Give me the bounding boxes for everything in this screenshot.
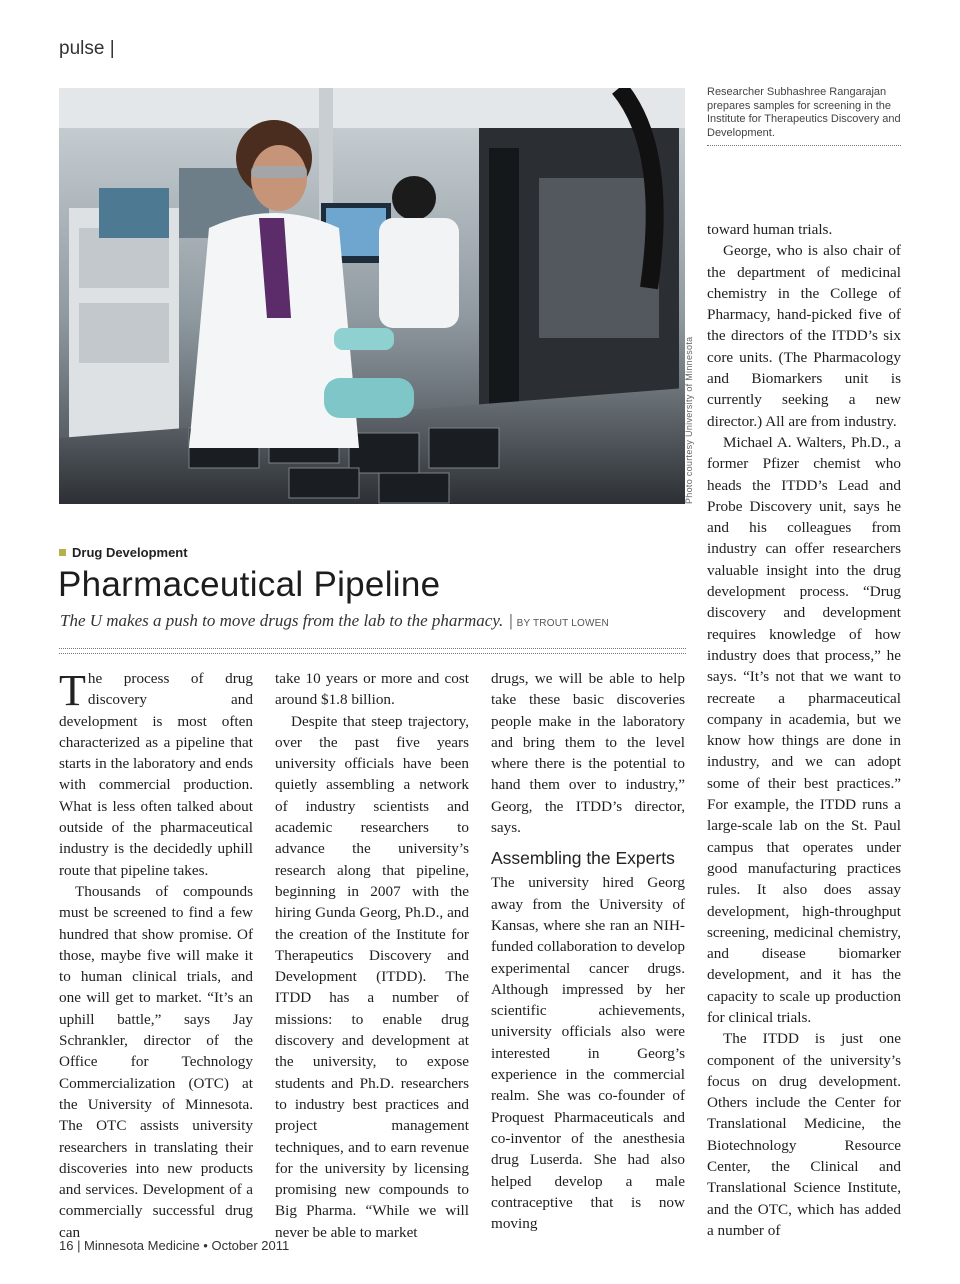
paragraph: take 10 years or more and cost around $1.8 billion. [275,670,469,709]
drop-cap: T [59,666,86,715]
photo-credit-text: Photo courtesy University of Minnesota [684,336,694,504]
subhead: Assembling the Experts [491,848,675,869]
byline: BY TROUT LOWEN [516,618,609,629]
column-4 [707,219,901,1241]
deck-separator: | [509,611,513,630]
paragraph: George, who is also chair of the department of medicinal chemistry in the College of Pharmacy, hand-picked five of the directors of the ITDD’s six core units. (The Pharmacology and Biomarkers unit is currently seeking a new director.) All are from industry. [707,242,901,430]
page-footer: 16 | Minnesota Medicine • October 2011 [59,1238,290,1253]
paragraph: Thousands of compounds must be screened to find a few hundred that show promise. Of those, maybe five will make it to human clinical trials, and one will get to market. “It’s an uphill battle,” says Jay Schrankler, director of the Office for Technology Commercialization (OTC) at the University of Minnesota. The OTC assists university researchers in translating their discoveries into new products and services. Development of a commercially successful drug can [59,882,253,1241]
section-label: pulse | [59,38,115,59]
lab-photo [59,88,685,504]
deck-text: The U makes a push to move drugs from the lab to the pharmacy. [60,611,504,630]
headline: Pharmaceutical Pipeline [58,565,441,604]
column-1 [59,668,253,1243]
kicker-text: Drug Development [72,545,188,560]
paragraph: Michael A. Walters, Ph.D., a former Pfizer chemist who heads the ITDD’s Lead and Probe Discovery unit, says he and his colleagues from industry can offer researchers valuable insight into the drug development process. “Drug discovery and development requires knowledge of how industry does that process,” he says. “It’s not that we want to recreate a pharmaceutical company in academia, but we know how things are done in industry, and we can adopt some of their best practices.” For example, the ITDD runs a large-scale lab on the St. Paul campus that operates under good manufacturing practices rules. It also does assay development, high-throughput screening, medicinal chemistry, and disease biomarker development, and it has the capacity to scale up production for clinical trials. [707,433,901,1026]
deck [60,611,609,631]
paragraph-text: he process of drug discovery and development is most often characterized as a pipeline that starts in the laboratory and ends with commercial production. What is less often talked about outside of the pharmaceutical industry is the decidedly uphill route that pipeline takes. [59,670,253,879]
dotted-rule [59,648,686,654]
column-2 [275,668,469,1243]
paragraph: Despite that steep trajectory, over the past five years university officials have been quietly assembling a network of industry scientists and academic researchers to advance the university’s research along that pipeline, beginning in 2007 with the hiring Gunda Georg, Ph.D., and the creation of the Institute for Therapeutics Discovery and Development (ITDD). The ITDD has a number of missions: to enable drug discovery and development at the university, to expose students and Ph.D. researchers to industry best practices and project management techniques, and to earn revenue for the university by licensing promising new compounds to Big Pharma. “While we will never be able to market [275,712,469,1241]
column-3 [491,668,685,1234]
paragraph: drugs, we will be able to help take these basic discoveries people make in the laboratory and bring them to the level where there is the potential to hand them over to industry,” Georg, the ITDD’s director, says. [491,670,685,837]
paragraph: The ITDD is just one component of the university’s focus on drug development. Others include the Center for Translational Medicine, the Biotechnology Resource Center, the Clinical and Translational Science Institute, and the OTC, which has added a number of [707,1030,901,1239]
kicker [59,545,188,560]
paragraph [59,668,253,881]
kicker-square-icon [59,549,66,556]
photo-caption: Researcher Subhashree Rangarajan prepares samples for screening in the Institute for Therapeutics Discovery and Development. [707,86,901,146]
paragraph: toward human trials. [707,221,833,238]
paragraph: The university hired Georg away from the University of Kansas, where she ran an NIH-funded collaboration to develop experimental cancer drugs. Although impressed by her scientific achievements, university officials also were interested in Georg’s experience in the commercial realm. She was co-founder of Proquest Pharmaceuticals and co-inventor of the anesthesia drug Luserda. She had also helped develop a male contraceptive that is now moving [491,874,685,1233]
